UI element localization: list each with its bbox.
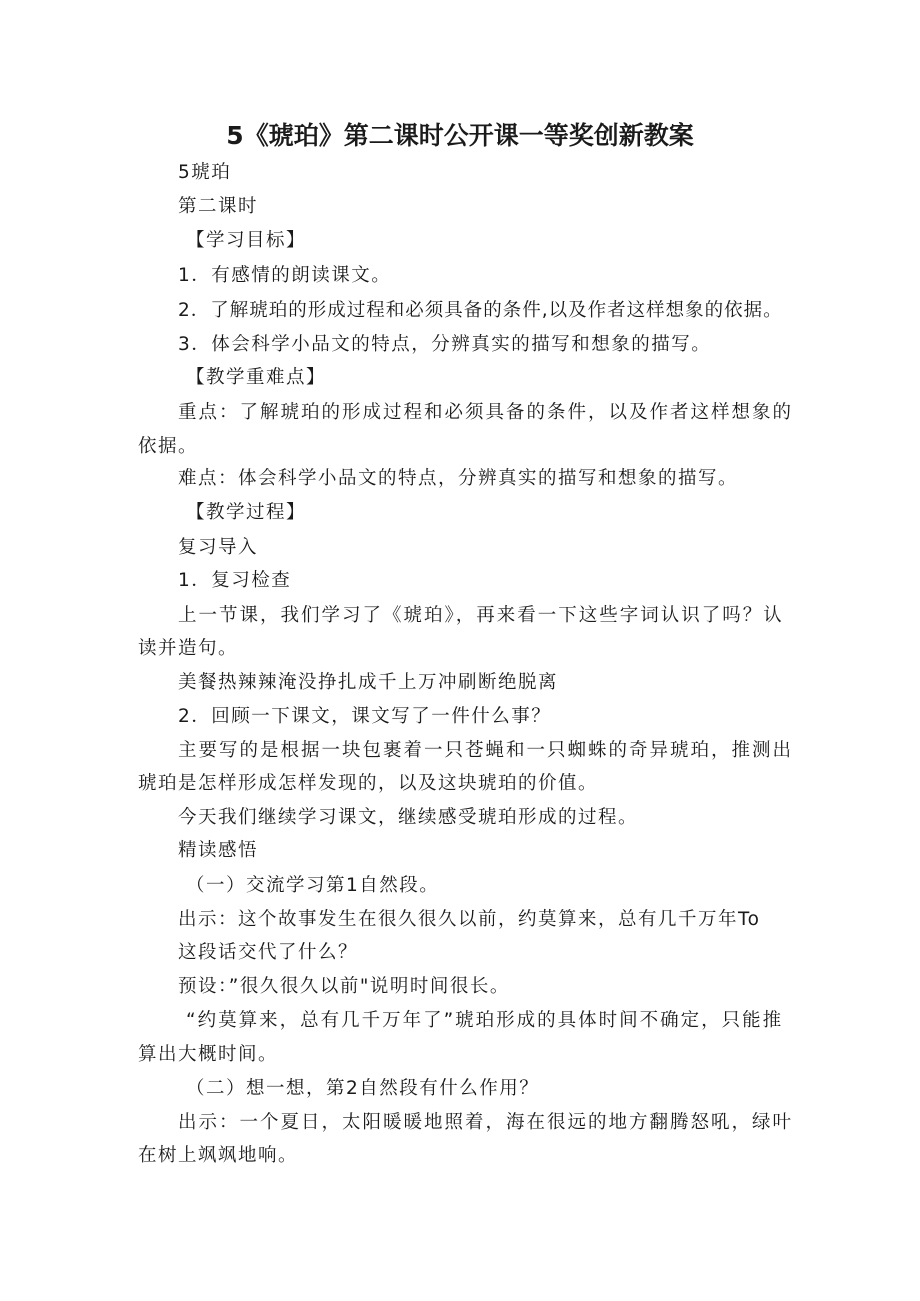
section-heading: 【教学过程】	[186, 502, 307, 523]
section-heading: 【教学重难点】	[186, 367, 327, 388]
text-line: 5琥珀	[178, 162, 232, 183]
document-title: 5《琥珀》第二课时公开课一等奖创新教案	[226, 121, 694, 150]
text-line: 这段话交代了什么？	[178, 942, 359, 963]
text-line: 复习导入	[178, 537, 259, 558]
text-line: 上一节课，我们学习了《琥珀》，再来看一下这些字词认识了吗？认	[178, 605, 784, 626]
text-line: （一）交流学习第1自然段。	[186, 875, 440, 896]
text-line: 1．有感情的朗读课文。	[178, 265, 392, 286]
text-line: 预设：”很久很久以前"说明时间很长。	[178, 976, 510, 997]
text-line: 精读感悟	[178, 840, 259, 861]
text-line: 依据。	[138, 436, 199, 457]
text-line: 1．复习检查	[178, 570, 292, 591]
text-line: 琥珀是怎样形成怎样发现的，以及这块琥珀的价值。	[138, 773, 599, 794]
section-heading: 【学习目标】	[186, 230, 307, 251]
text-line: 难点：体会科学小品文的特点，分辨真实的描写和想象的描写。	[178, 468, 739, 489]
text-line: 出示：这个故事发生在很久很久以前，约莫算来，总有几千万年To	[178, 909, 761, 930]
text-line: 美餐热辣辣淹没挣扎成千上万冲刷断绝脱离	[178, 672, 559, 693]
text-line: 主要写的是根据一块包裹着一只苍蝇和一只蜘蛛的奇异琥珀，推测出	[178, 740, 794, 761]
text-line: 2．了解琥珀的形成过程和必须具备的条件,以及作者这样想象的依据。	[178, 300, 783, 321]
text-line: 重点：了解琥珀的形成过程和必须具备的条件，以及作者这样想象的	[178, 402, 794, 423]
text-line: 算出大概时间。	[138, 1044, 279, 1065]
text-line: （二）想一想，第2自然段有什么作用？	[186, 1078, 540, 1099]
text-line: 3．体会科学小品文的特点，分辨真实的描写和想象的描写。	[178, 334, 712, 355]
text-line: 在树上飒飒地响。	[138, 1145, 299, 1166]
text-line: 2．回顾一下课文，课文写了一件什么事？	[178, 706, 552, 727]
text-line: 第二课时	[178, 196, 259, 217]
text-line: 读并造句。	[138, 638, 239, 659]
text-line: 今天我们继续学习课文，继续感受琥珀形成的过程。	[178, 807, 639, 828]
text-line: “约莫算来，总有几千万年了”琥珀形成的具体时间不确定，只能推	[186, 1010, 784, 1031]
text-line: 出示：一个夏日，太阳暖暖地照着，海在很远的地方翻腾怒吼，绿叶	[178, 1112, 794, 1133]
